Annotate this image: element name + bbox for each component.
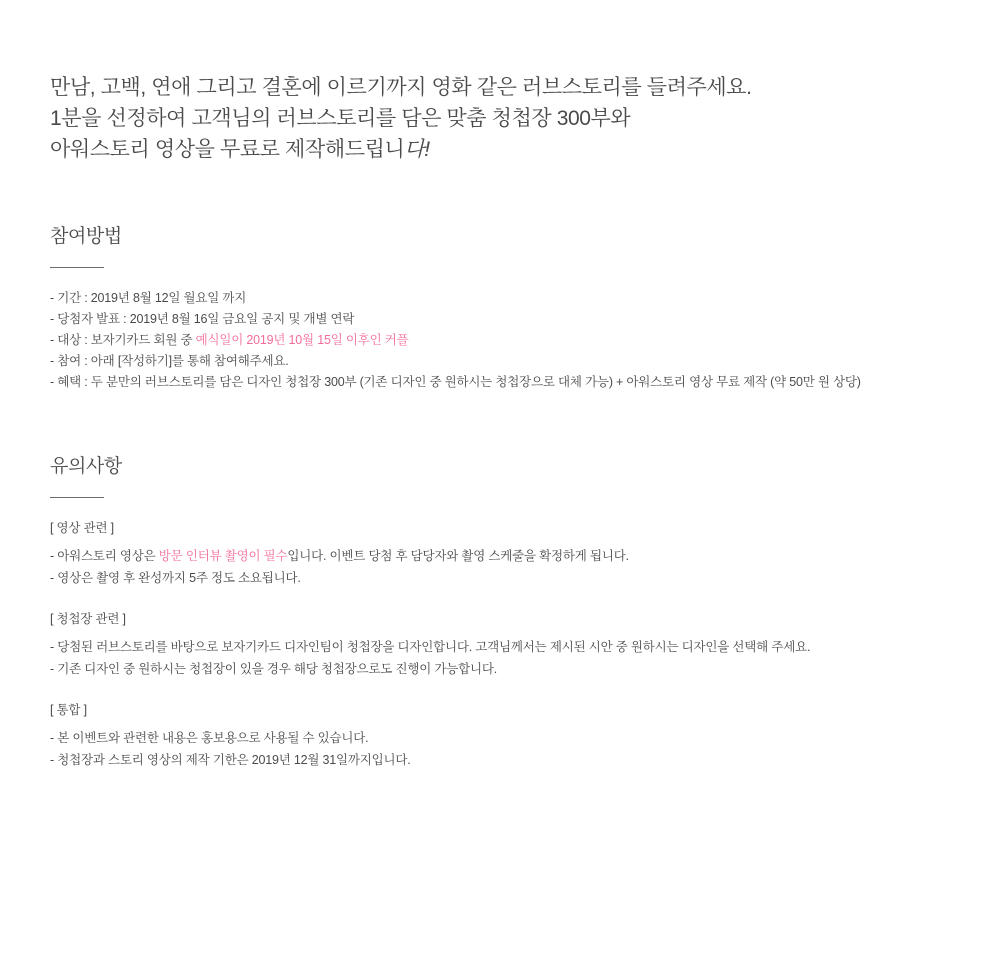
intro-line-3-main: 아워스토리 영상을 무료로 제작해드립니	[50, 138, 405, 161]
list-item-text: - 대상 : 보자기카드 회원 중	[50, 333, 196, 347]
intro-line-2: 1분을 선정하여 고객님의 러브스토리를 담은 맞춤 청첩장 300부와	[50, 107, 631, 130]
how-to-participate-section	[50, 221, 950, 393]
list-item	[50, 545, 950, 567]
list-item	[50, 330, 950, 351]
list-item: - 기간 : 2019년 8월 12일 월요일 까지	[50, 291, 247, 305]
list-item: - 기존 디자인 중 원하시는 청첩장이 있을 경우 해당 청첩장으로도 진행이 가능합니다.	[50, 662, 497, 676]
list-item: - 혜택 : 두 분만의 러브스토리를 담은 디자인 청첩장 300부 (기존 디자인 중 원하시는 청첩장으로 대체 가능) + 아워스토리 영상 무료 제작 (약 50만 원 상당)	[50, 375, 861, 389]
notice-group-label: [ 영상 관련 ]	[50, 521, 114, 535]
notice-group-label: [ 통합 ]	[50, 703, 87, 717]
intro-line-1: 만남, 고백, 연애 그리고 결혼에 이르기까지 영화 같은 러브스토리를 들려주세요.	[50, 76, 752, 99]
list-item: - 당첨자 발표 : 2019년 8월 16일 금요일 공지 및 개별 연락	[50, 312, 355, 326]
notice-section	[50, 451, 950, 771]
list-item: - 청첩장과 스토리 영상의 제작 기한은 2019년 12월 31일까지입니다.	[50, 753, 411, 767]
notice-group-video	[50, 518, 950, 589]
how-to-participate-title: 참여방법	[50, 226, 122, 247]
notice-group-invitation	[50, 609, 950, 680]
intro-line-3-emphasis: 다!	[404, 138, 430, 161]
intro-block	[50, 0, 950, 165]
intro-line-3	[50, 134, 950, 165]
list-item-highlight: 예식일이 2019년 10월 15일 이후인 커플	[195, 333, 409, 347]
list-item: - 당첨된 러브스토리를 바탕으로 보자기카드 디자인팀이 청첩장을 디자인합니다. 고객님께서는 제시된 시안 중 원하시는 디자인을 선택해 주세요.	[50, 640, 811, 654]
section-divider	[50, 497, 104, 498]
notice-title: 유의사항	[50, 456, 122, 477]
list-item: - 참여 : 아래 [작성하기]를 통해 참여해주세요.	[50, 354, 289, 368]
notice-group-label: [ 청첩장 관련 ]	[50, 612, 126, 626]
list-item: - 영상은 촬영 후 완성까지 5주 정도 소요됩니다.	[50, 571, 301, 585]
list-item: - 본 이벤트와 관련한 내용은 홍보용으로 사용될 수 있습니다.	[50, 731, 369, 745]
list-item-text-tail: 입니다. 이벤트 당첨 후 담당자와 촬영 스케줄을 확정하게 됩니다.	[287, 549, 629, 563]
notice-group-general	[50, 700, 950, 771]
list-item-highlight: 방문 인터뷰 촬영이 필수	[158, 549, 288, 563]
list-item-text: - 아워스토리 영상은	[50, 549, 159, 563]
section-divider	[50, 267, 104, 268]
